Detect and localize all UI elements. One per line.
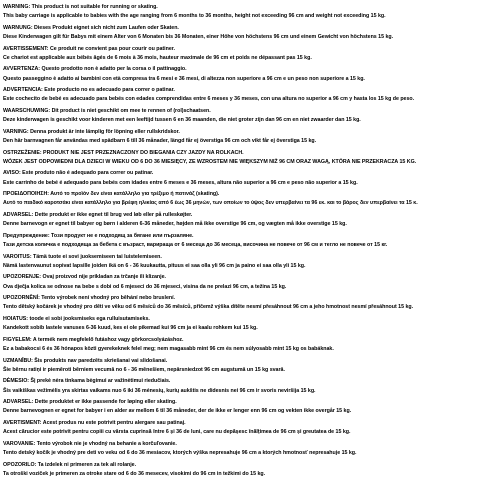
- warning-title: AVISO: Este produto não é adequado para correr ou patinar.: [3, 170, 154, 177]
- warning-block-sl: [3, 461, 497, 479]
- warning-title: DĖMESIO: Šį prekė nėra tinkama bėgimui ar važinėtimui riedučiais.: [3, 378, 171, 385]
- warning-title: ΠΡΟΕΙΔΟΠΟΙΗΣΗ: Αυτό το προϊόν δεν είναι κατάλληλο για τρέξιμο ή πατινάζ (skating).: [3, 191, 220, 198]
- warning-body: Denne barnevognen er egnet for babyer i en alder av mellom 6 til 36 måneder, der de ikke er lenger enn 96 cm og vekten ikke overgår 15 kg.: [3, 408, 352, 415]
- warning-body: Nämä lastenvaunut sopivat lapsille joiden ikä on 6 - 36 kuukautta, pituus ei saa olla yli 96 cm ja paino ei saa olla yli 15 kg.: [3, 262, 306, 269]
- warning-block-da: [3, 211, 497, 229]
- warning-body: Šis vaikiškas vežimėlis yra skirtas vaikams nuo 6 iki 36 mėnesių, kurių aukštis ne didesnis nei 96 cm ir svoris neviršija 15 kg.: [3, 387, 316, 394]
- warning-block-en: [3, 3, 497, 21]
- warning-title: Предупреждение: Този продукт не е подходящ за бягане или пързаляне.: [3, 232, 194, 239]
- warning-body: Diese Kinderwagen gilt für Babys mit einem Alter von 6 Monaten bis 36 Monaten, einer Höhe von höchstens 96 cm und einem Gewicht von höchstens 15 kg.: [3, 34, 394, 40]
- warning-title: FIGYELEM: A termék nem megfelelő futáshoz vagy görkorcsolyázáshoz.: [3, 336, 184, 343]
- warning-title: OSTRZEŻENIE: PRODUKT NIE JEST PRZEZNACZONY DO BIEGANIA CZY JAZDY NA ROLKACH.: [3, 149, 244, 156]
- warning-block-el: [3, 190, 497, 208]
- warning-block-pl: [3, 149, 497, 167]
- warning-block-fr: [3, 45, 497, 63]
- warning-block-et: [3, 253, 497, 271]
- warning-title: VAROVANIE: Tento výrobok nie je vhodný na behanie a korčuľovanie.: [3, 440, 177, 447]
- warning-title: WARNUNG: Dieses Produkt eignet sich nicht zum Laufen oder Skaten.: [3, 24, 179, 31]
- warning-body: Deze kinderwagen is geschikt voor kinderen met een leeftijd tussen 6 en 36 maanden, die niet groter zijn dan 96 cm en niet zwaarder dan 15 kg.: [3, 117, 361, 124]
- warning-title: HOIATUS: toode ei sobi jooksmiseks ega rulluisutamiseks.: [3, 315, 150, 322]
- warning-block-sv: [3, 128, 497, 146]
- warning-block-pt: [3, 169, 497, 187]
- warning-body: Ce chariot est applicable aux bébés âgés de 6 mois à 36 mois, hauteur maximale de 96 cm et poids ne dépassant pas 15 kg.: [3, 54, 312, 61]
- warning-body: Este cochecito de bebé es adecuado para bebés con edades comprendidas entre 6 meses y 36 meses, con una altura no superior a 96 cm y hasta los 15 kg de peso.: [3, 96, 415, 103]
- warning-title: ADVARSEL: Dette produkt er ikke egnet til brug ved løb eller på rulleskøjter.: [3, 211, 193, 218]
- warning-block-hu: [3, 336, 497, 354]
- warning-body: Ez a babakocsi 6 és 36 hónapos közti gyerekeknek felel meg; nem magasabb mint 96 cm és nem súlyosabb mint 15 kg os babáknak.: [3, 345, 334, 352]
- warning-title: UPOZORNĚNÍ: Tento výrobek není vhodný pro běhání nebo bruslení.: [3, 295, 175, 302]
- warning-block-no: [3, 398, 497, 416]
- warning-block-sk: [3, 440, 497, 458]
- warning-block-lv: [3, 357, 497, 375]
- warning-block-nl: [3, 107, 497, 125]
- warning-block-es: [3, 86, 497, 104]
- warning-title: ADVARSEL: Dette produktet er ikke passende for løping eller skating.: [3, 399, 177, 406]
- warning-body: Тази детска количка е подходяща за бебета с възраст, варираща от 6 месеца до 36 месеца, височина не повече от 96 см и тегло не повече от 15 кг.: [3, 241, 388, 248]
- warning-title: VAROITUS: Tämä tuote ei sovi juoksemiseen tai luistelemiseen.: [3, 253, 162, 260]
- warning-block-hr: [3, 273, 497, 291]
- warning-block-de: [3, 24, 497, 42]
- warning-block-cs: [3, 294, 497, 312]
- warning-body: Denne barnevogn er egnet til babyer og børn i alderen 6-36 måneder, højden må ikke overstige 96 cm, og vægten må ikke overstige 15 kg.: [3, 221, 347, 228]
- warning-body: Tento dětský kočárek je vhodný pro děti ve věku od 6 měsíců do 36 měsíců, přičemž výška dítěte nesmí přesáhnout 96 cm a jeho hmotnost nesmí přesáhnout 15 kg.: [3, 304, 414, 311]
- warning-body: Acest cărucior este potrivit pentru copiii cu vârsta cuprinsă între 6 și 36 de luni, care nu depășesc înălțimea de 96 cm și greutatea de 15 kg.: [3, 429, 351, 436]
- warning-title: AVVERTENZA: Questo prodotto non è adatto per la corsa o il pattinaggio.: [3, 66, 187, 73]
- warning-title: ADVERTENCIA: Este producto no es adecuado para correr o patinar.: [3, 87, 175, 94]
- warning-title: AVERTISSEMENT: Ce produit ne convient pas pour courir ou patiner.: [3, 45, 175, 52]
- warning-body: Tento detský kočík je vhodný pre deti vo veku od 6 do 36 mesiacov, ktorých výška nepresahuje 96 cm a ktorých hmotnosť nepresahuje 15 kg.: [3, 449, 357, 456]
- warning-body: This baby carriage is applicable to babies with the age ranging from 6 months to 36 months, height not exceeding 96 cm and weight not exceeding 15 kg.: [3, 13, 386, 20]
- warning-block-lt: [3, 377, 497, 395]
- warning-title: WARNING: This product is not suitable for running or skating.: [3, 4, 158, 10]
- warning-title: VARNING: Denna produkt är inte lämplig för löpning eller rullskridskor.: [3, 128, 180, 135]
- warning-body: Kandekott sobib lastele vanuses 6-36 kuud, kes ei ole pikemad kui 96 cm ja ei kaalu rohkem kui 15 kg.: [3, 325, 258, 332]
- warning-body: Den här barnvagnen får användas med spädbarn 6 till 36 månader, längd får ej överstiga 96 cm och vikt får ej överstiga 15 kg.: [3, 137, 317, 144]
- warning-block-it: [3, 65, 497, 83]
- warning-body: Šie bērnu ratiņi ir piemēroti bērniem vecumā no 6 - 36 mēnešiem, nepārsniedzot 96 cm augstumā un 15 kg svarā.: [3, 366, 285, 373]
- warning-block-ro: [3, 419, 497, 437]
- warning-title: UPOZORENJE: Ovaj proizvod nije prikladan za trčanje ili klizanje.: [3, 274, 166, 281]
- warning-body: WÓZEK JEST ODPOWIEDNI DLA DZIECI W WIEKU OD 6 DO 36 MIESIĘCY, ZE WZROSTEM NIE WIĘKSZYM NIŻ 96 CM ORAZ WAGĄ, KTÓRA NIE PRZEKRACZA 15 KG.: [3, 158, 417, 165]
- warning-body: Este carrinho de bebé é adequado para bebés com idades entre 6 meses e 36 meses, altura não superior a 96 cm e peso não superior a 15 kg.: [3, 179, 358, 186]
- warning-title: WAARSCHUWING: Dit product is niet geschikt om mee te rennen of (rol)schaatsen.: [3, 107, 211, 114]
- warning-body: Questo passeggino è adatto ai bambini con età compresa tra 6 mesi e 36 mesi, di altezza non superiore a 96 cm e un peso non superiore a 15 kg.: [3, 75, 365, 82]
- warning-title: AVERTISMENT: Acest produs nu este potrivit pentru alergare sau patinaj.: [3, 419, 186, 426]
- warning-body: Αυτό το παιδικό καροτσάκι είναι κατάλληλο για βρέφη ηλικίας από 6 έως 36 μηνών, των οποίων το ύψος δεν υπερβαίνει τα 96 εκ. και το βάρος δεν υπερβαίνει τα 15 κ.: [3, 200, 418, 207]
- warning-block-bg: [3, 232, 497, 250]
- warning-title: UZMANĪBU: Šis produkts nav paredzēts skriešanai vai slidošanai.: [3, 357, 168, 364]
- warning-block-et2: [3, 315, 497, 333]
- warning-body: Ta otroški voziček je primeren za otroke stare od 6 do 36 mesecev, visokimi do 96 cm in težkimi do 15 kg.: [3, 470, 266, 477]
- warning-title: OPOZORILO: Ta izdelek ni primeren za tek ali rolanje.: [3, 461, 137, 468]
- warning-body: Ova dječja kolica se odnose na bebe s dobi od 6 mjeseci do 36 mjeseci, visina da ne prelazi 96 cm, a težina 15 kg.: [3, 283, 287, 290]
